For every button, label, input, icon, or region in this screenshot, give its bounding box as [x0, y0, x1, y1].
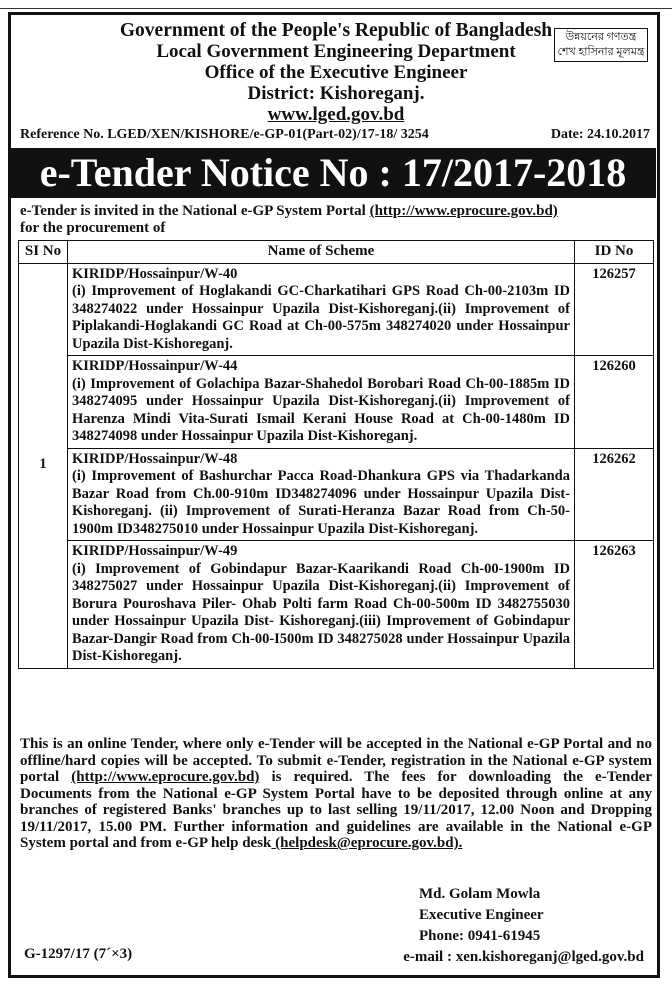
instructions-paragraph — [20, 736, 652, 852]
scheme-cell — [68, 541, 575, 669]
notice-date: Date: 24.10.2017 — [550, 127, 650, 142]
reference-number: Reference No. LGED/XEN/KISHORE/e-GP-01(Part-02)/17-18/ 3254 — [20, 127, 429, 142]
signatory-title: Executive Engineer — [419, 907, 544, 923]
department-name: Local Government Engineering Department — [156, 41, 516, 62]
scheme-description: (i) Improvement of Gobindapur Bazar-Kaarikandi Road Ch-00-1900m ID 348275027 under Hossainpur Upazila Dist-Kishoreganj.(ii) Improvement of Borura Pouroshava Piler- Ohab Polti farm Road Ch-00-500m ID 3482755030 under Hossainpur Upazila Dist- Kishoreganj.(iii) Improvement of Gobindapur Bazar-Dangir Road from Ch-00-I500m ID 348275028 under Hossainpur Upazila Dist-Kishoreganj. — [72, 560, 570, 664]
scheme-description: (i) Improvement of Bashurchar Pacca Road-Dhankura GPS via Thadarkanda Bazar Road from Ch.00-910m ID348274096 under Hossainpur Upazila Dist-Kishoreganj. (ii) Improvement of Surati-Heranza Bazar Road from Ch-50-1900m ID348275010 under Hossainpur Upazila Dist-Kishoreganj. — [72, 468, 570, 537]
scheme-description: (i) Improvement of Golachipa Bazar-Shahedol Borobari Road Ch-00-1885m ID 348274095 under Hossainpur Upazila Dist-Kishoreganj.(ii) Improvement of Harenza Mindi Vita-Surati Ismail Kerani House Road at Ch-00-1480m ID 348274098 under Hossainpur Upazila Dist-Kishoreganj. — [72, 375, 570, 444]
eprocure-link[interactable]: (http://www.eprocure.gov.bd) — [369, 203, 558, 219]
header-sl-no: SI No — [19, 241, 68, 264]
tender-notice-banner: e-Tender Notice No : 17/2017-2018 — [10, 148, 656, 198]
scheme-id: 126257 — [575, 263, 654, 356]
signature-block — [403, 884, 644, 965]
scheme-id: 126263 — [575, 541, 654, 669]
scheme-code: KIRIDP/Hossainpur/W-40 — [72, 265, 238, 282]
clipped-top-edge — [0, 0, 672, 9]
eprocure-link-2[interactable]: (http://www.eprocure.gov.bd) — [71, 769, 260, 785]
signatory-name: Md. Golam Mowla — [419, 886, 541, 902]
sl-number — [19, 263, 68, 668]
intro-paragraph — [20, 203, 654, 237]
header-scheme-name: Name of Scheme — [68, 241, 575, 264]
slogan-line-2: শেখ হাসিনার মূলমন্ত্র — [557, 46, 645, 58]
table-row — [19, 541, 654, 669]
scheme-id: 126262 — [575, 448, 654, 541]
district-name: District: Kishoreganj. — [247, 83, 425, 104]
table-row — [19, 263, 654, 356]
signatory-phone: Phone: 0941-61945 — [419, 928, 541, 944]
table-row — [19, 448, 654, 541]
government-title: Government of the People's Republic of Bangladesh — [119, 20, 553, 41]
scheme-cell — [68, 263, 575, 356]
scheme-code: KIRIDP/Hossainpur/W-49 — [72, 543, 238, 559]
website-link[interactable]: www.lged.gov.bd — [267, 104, 405, 125]
table-header-row — [19, 241, 654, 264]
scheme-code: KIRIDP/Hossainpur/W-44 — [72, 358, 238, 374]
intro-text-2: for the procurement of — [20, 220, 166, 236]
scheme-cell — [68, 448, 575, 541]
bengali-slogan-box — [554, 28, 648, 62]
slogan-line-1: উন্নয়নের গণতন্ত্র — [565, 31, 637, 43]
header-id-no: ID No — [575, 241, 654, 264]
instructions-part-1: This is an online Tender, where only e-Tender will be accepted in the National e-GP Portal and no offline/hard copies will be accepted. To submit e-Tender, registration in the National e-GP system portal — [20, 736, 652, 785]
instructions-part-2: is required. The fees for downloading the e-Tender Documents from the National e-GP System Portal have to be deposited through online at any branches of registered Banks' branches up to last selling 19/11/2017, 12.00 Noon and Dropping 19/11/2017, 15.00 PM. Further information and guidelines are available in the National e-GP System portal and from e-GP help desk — [20, 769, 652, 851]
office-name: Office of the Executive Engineer — [204, 62, 468, 83]
table-row — [19, 356, 654, 449]
scheme-id: 126260 — [575, 356, 654, 449]
signatory-email[interactable]: e-mail : xen.kishoreganj@lged.gov.bd — [403, 949, 644, 965]
intro-text: e-Tender is invited in the National e-GP System Portal — [20, 203, 366, 219]
reference-line — [20, 127, 652, 143]
scheme-code: KIRIDP/Hossainpur/W-48 — [72, 450, 238, 467]
scheme-description: (i) Improvement of Hoglakandi GC-Charkatihari GPS Road Ch-00-2103m ID 348274022 under Hossainpur Upazila Dist-Kishoreganj.(ii) Improvement of Piplakandi-Hoglakandi GC Road at Ch-00-575m 348274020 under Hossainpur Upazila Dist-Kishoreganj. — [72, 283, 570, 352]
helpdesk-email-link[interactable]: (helpdesk@eprocure.gov.bd). — [271, 835, 463, 851]
scheme-cell — [68, 356, 575, 449]
publication-code: G-1297/17 (7´×3) — [24, 946, 133, 962]
scheme-table — [18, 240, 654, 669]
sl-number-value: 1 — [39, 455, 47, 472]
